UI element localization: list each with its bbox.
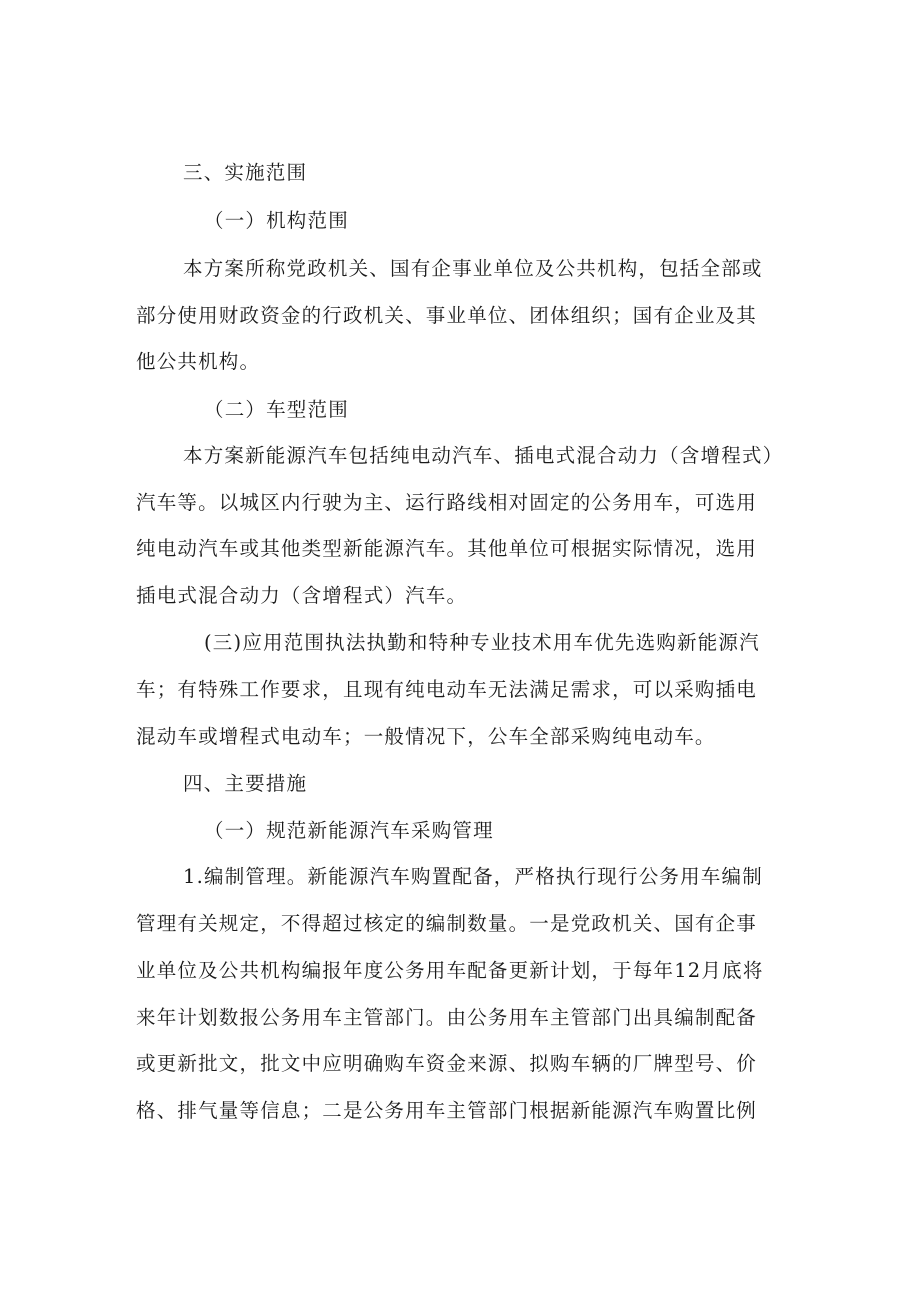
paragraph-line: (三)应用范围执法执勤和特种专业技术用车优先选购新能源汽 — [204, 631, 760, 654]
subsection-heading: （二）车型范围 — [204, 398, 349, 421]
paragraph-line: 插电式混合动力（含增程式）汽车。 — [136, 584, 468, 607]
paragraph-line: 混动车或增程式电动车；一般情况下，公车全部采购纯电动车。 — [136, 725, 716, 748]
paragraph-line: 本方案新能源汽车包括纯电动汽车、插电式混合动力（含增程式） — [183, 444, 784, 467]
subsection-heading: （一）机构范围 — [204, 209, 349, 232]
paragraph-line: 车；有特殊工作要求，且现有纯电动车无法满足需求，可以采购插电 — [136, 678, 758, 701]
paragraph-line: 或更新批文，批文中应明确购车资金来源、拟购车辆的厂牌型号、价 — [136, 1052, 758, 1075]
section-heading-4: 四、主要措施 — [183, 772, 308, 795]
section-heading-3: 三、实施范围 — [183, 161, 308, 184]
paragraph-line: 本方案所称党政机关、国有企事业单位及公共机构，包括全部或 — [183, 257, 763, 280]
paragraph-line: 部分使用财政资金的行政机关、事业单位、团体组织；国有企业及其 — [136, 304, 758, 327]
paragraph-line: 管理有关规定，不得超过核定的编制数量。一是党政机关、国有企事 — [136, 912, 758, 935]
paragraph-line: 来年计划数报公务用车主管部门。由公务用车主管部门出具编制配备 — [136, 1006, 758, 1029]
paragraph-line: 纯电动汽车或其他类型新能源汽车。其他单位可根据实际情况，选用 — [136, 537, 758, 560]
paragraph-line: 格、排气量等信息；二是公务用车主管部门根据新能源汽车购置比例 — [136, 1099, 758, 1122]
paragraph-line: 业单位及公共机构编报年度公务用车配备更新计划，于每年12月底将 — [136, 959, 764, 982]
paragraph-line: 1.编制管理。新能源汽车购置配备，严格执行现行公务用车编制 — [183, 865, 763, 888]
subsection-heading: （一）规范新能源汽车采购管理 — [204, 819, 494, 842]
paragraph-line: 汽车等。以城区内行驶为主、运行路线相对固定的公务用车，可选用 — [136, 491, 758, 514]
paragraph-line: 他公共机构。 — [136, 350, 261, 373]
